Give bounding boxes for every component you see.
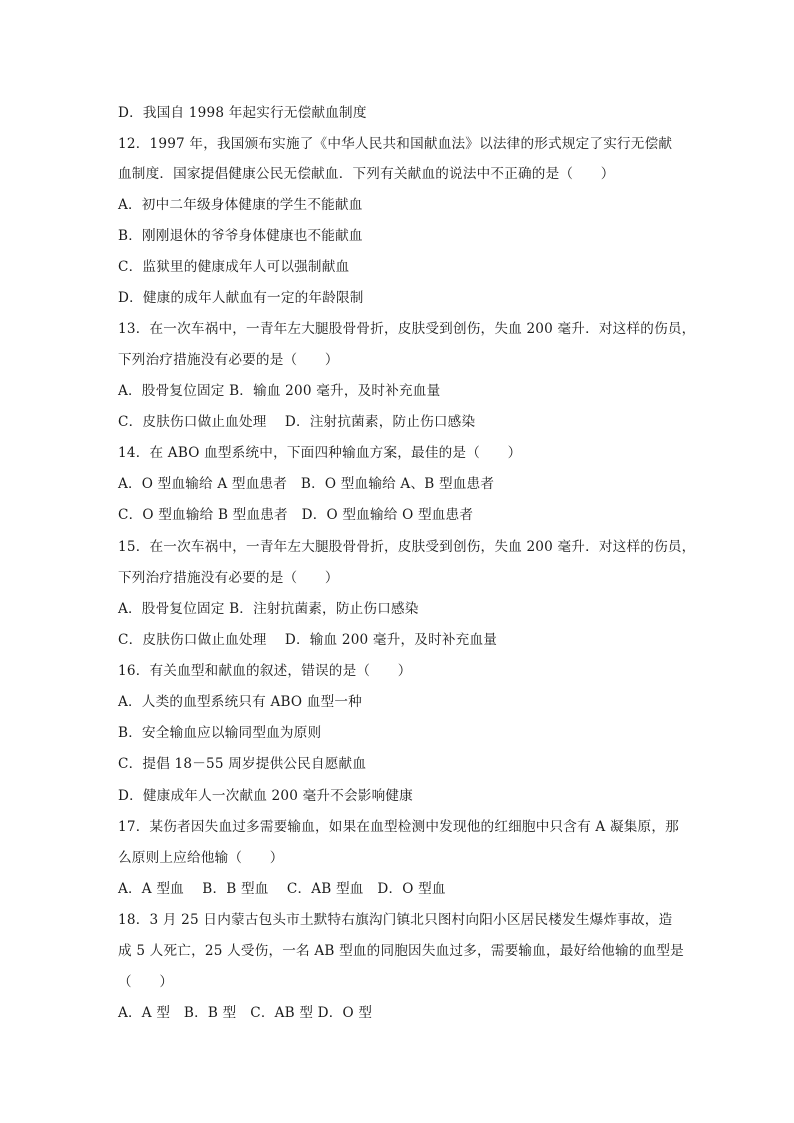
q16-stem: 16．有关血型和献血的叙述，错误的是（ ） [118, 663, 412, 679]
q15-stem-line-1: 15．在一次车祸中，一青年左大腿股骨骨折，皮肤受到创伤，失血 200 毫升．对这样的伤员， [118, 539, 696, 555]
q14-stem: 14．在 ABO 血型系统中，下面四种输血方案，最佳的是（ ） [118, 445, 522, 461]
q14-options-cd: C．O 型血输给 B 型血患者 D．O 型血输给 O 型血患者 [118, 507, 474, 523]
q12-option-c: C．监狱里的健康成年人可以强制献血 [118, 259, 350, 275]
q13-options-cd: C．皮肤伤口做止血处理 D．注射抗菌素，防止伤口感染 [118, 414, 476, 430]
q12-option-d: D．健康的成年人献血有一定的年龄限制 [118, 290, 364, 306]
q12-option-b: B．刚刚退休的爷爷身体健康也不能献血 [118, 228, 363, 244]
q13-stem-line-2: 下列治疗措施没有必要的是（ ） [118, 352, 339, 368]
q11-option-d: D．我国自 1998 年起实行无偿献血制度 [118, 105, 367, 121]
q12-stem-line-1: 12．1997 年，我国颁布实施了《中华人民共和国献血法》以法律的形式规定了实行无偿献 [118, 136, 673, 152]
q13-stem-line-1: 13．在一次车祸中，一青年左大腿股骨骨折，皮肤受到创伤，失血 200 毫升．对这样的伤员， [118, 321, 696, 337]
q16-option-b: B．安全输血应以输同型血为原则 [118, 725, 322, 741]
q16-option-c: C．提倡 18－55 周岁提供公民自愿献血 [118, 756, 367, 772]
q18-stem-line-1: 18．3 月 25 日内蒙古包头市土默特右旗沟门镇北只图村向阳小区居民楼发生爆炸事故，造 [118, 912, 673, 928]
q13-options-ab: A．股骨复位固定 B．输血 200 毫升，及时补充血量 [118, 383, 441, 399]
q17-options: A．A 型血 B．B 型血 C．AB 型血 D．O 型血 [118, 881, 446, 897]
q16-option-a: A．人类的血型系统只有 ABO 血型一种 [118, 694, 362, 710]
q17-stem-line-2: 么原则上应给他输（ ） [118, 850, 284, 866]
q15-options-cd: C．皮肤伤口做止血处理 D．输血 200 毫升，及时补充血量 [118, 632, 498, 648]
q15-options-ab: A．股骨复位固定 B．注射抗菌素，防止伤口感染 [118, 601, 419, 617]
q18-stem-line-3: （ ） [118, 974, 174, 990]
q12-option-a: A．初中二年级身体健康的学生不能献血 [118, 197, 363, 213]
q14-options-ab: A．O 型血输给 A 型血患者 B．O 型血输给 A、B 型血患者 [118, 476, 495, 492]
q16-option-d: D．健康成年人一次献血 200 毫升不会影响健康 [118, 788, 413, 804]
q12-stem-line-2: 血制度．国家提倡健康公民无偿献血．下列有关献血的说法中不正确的是（ ） [118, 166, 615, 182]
q18-options: A．A 型 B．B 型 C．AB 型 D．O 型 [118, 1005, 373, 1021]
q18-stem-line-2: 成 5 人死亡，25 人受伤，一名 AB 型血的同胞因失血过多，需要输血，最好给他输的血型是 [118, 943, 684, 959]
q17-stem-line-1: 17．某伤者因失血过多需要输血，如果在血型检测中发现他的红细胞中只含有 A 凝集原，那 [118, 819, 679, 835]
q15-stem-line-2: 下列治疗措施没有必要的是（ ） [118, 570, 339, 586]
